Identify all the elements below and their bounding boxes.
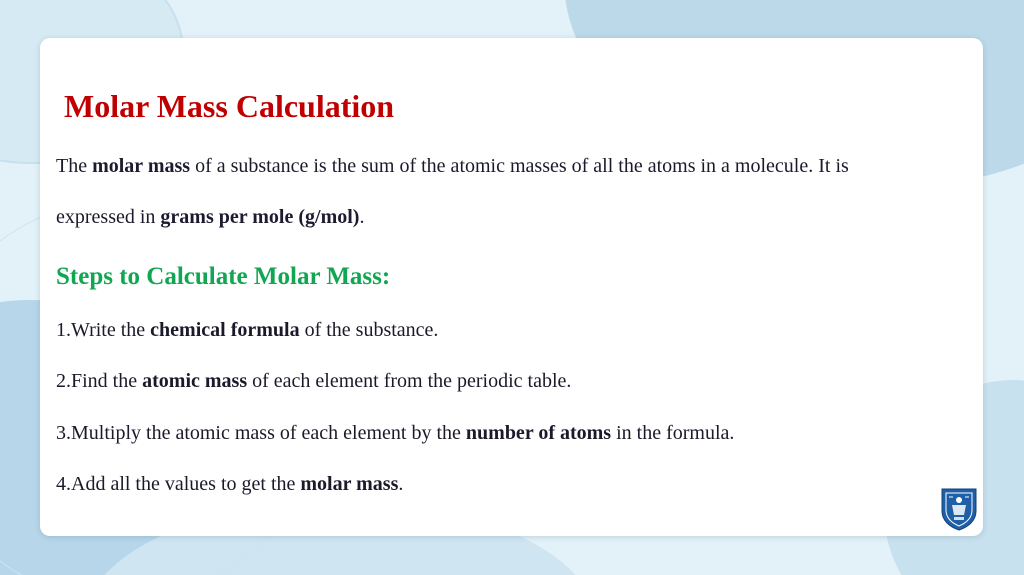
slide-card bbox=[40, 38, 983, 536]
text-span: 2.Find the bbox=[56, 370, 143, 392]
text-span: expressed in bbox=[56, 206, 161, 228]
steps-heading: Steps to Calculate Molar Mass: bbox=[56, 263, 391, 290]
bold-term: grams per mole (g/mol) bbox=[160, 206, 360, 228]
text-span: of a substance is the sum of the atomic masses of all the atoms in a molecule. It is bbox=[190, 155, 849, 177]
text-span: in the formula. bbox=[611, 422, 735, 444]
step-item bbox=[56, 422, 734, 445]
text-span: . bbox=[398, 473, 404, 495]
step-item bbox=[56, 370, 571, 393]
intro-paragraph-line-1 bbox=[56, 155, 849, 178]
text-span: of each element from the periodic table. bbox=[247, 370, 572, 392]
intro-paragraph-line-2 bbox=[56, 206, 364, 229]
text-span: 1.Write the bbox=[56, 319, 151, 341]
bold-term: chemical formula bbox=[150, 319, 300, 341]
slide-title: Molar Mass Calculation bbox=[64, 88, 395, 124]
step-item bbox=[56, 319, 438, 342]
bold-term: atomic mass bbox=[142, 370, 248, 392]
text-span: 4.Add all the values to get the bbox=[56, 473, 301, 495]
step-item bbox=[56, 473, 403, 496]
text-span: . bbox=[359, 206, 365, 228]
bold-term: molar mass bbox=[300, 473, 399, 495]
bold-term: number of atoms bbox=[465, 422, 612, 444]
bold-term: molar mass bbox=[92, 155, 191, 177]
text-span: of the substance. bbox=[299, 319, 439, 341]
university-crest-icon bbox=[940, 485, 978, 531]
text-span: 3.Multiply the atomic mass of each element by the bbox=[56, 422, 466, 444]
text-span: The bbox=[56, 155, 93, 177]
